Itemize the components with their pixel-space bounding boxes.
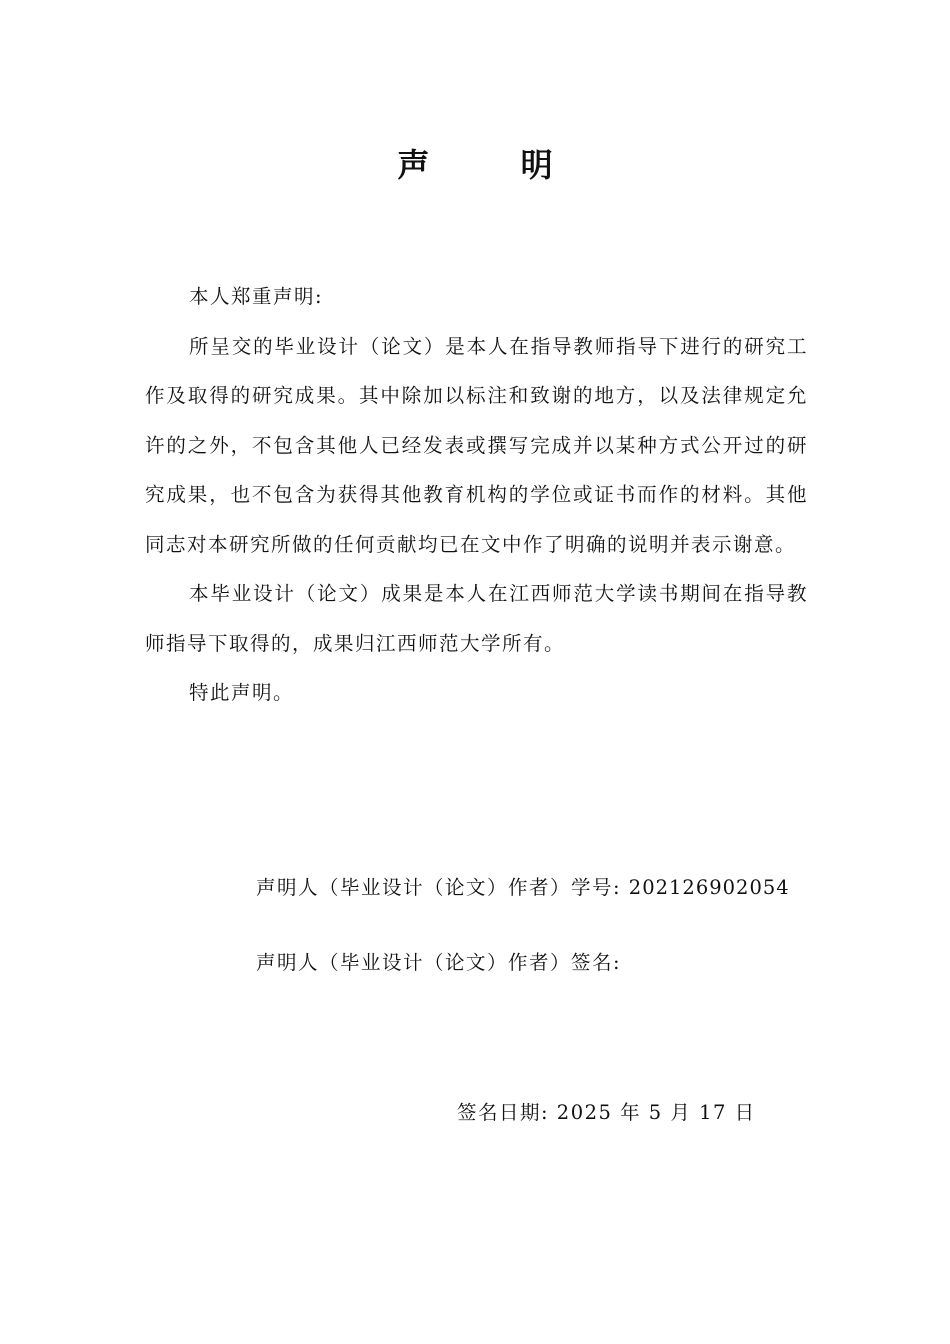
signature-line (256, 949, 621, 977)
student-id-value: 202126902054 (628, 876, 790, 899)
date-value: 2025 年 5 月 17 日 (556, 1101, 756, 1124)
declaration-opening: 本人郑重声明: (189, 285, 324, 308)
page-title: 声 明 (397, 146, 593, 184)
signature-label: 声明人（毕业设计（论文）作者）签名: (256, 951, 622, 974)
student-id-line (256, 874, 790, 902)
declaration-paragraph-ownership: 本毕业设计（论文）成果是本人在江西师范大学读书期间在指导教师指导下取得的，成果归江西师范大学所有。 (145, 582, 808, 655)
date-label: 签名日期: (457, 1101, 550, 1124)
declaration-paragraph-originality: 所呈交的毕业设计（论文）是本人在指导教师指导下进行的研究工作及取得的研究成果。其中除加以标注和致谢的地方，以及法律规定允许的之外，不包含其他人已经发表或撰写完成并以某种方式公开过的研究成果，也不包含为获得其他教育机构的学位或证书而作的材料。其他同志对本研究所做的任何贡献均已在文中作了明确的说明并表示谢意。 (145, 334, 808, 556)
declaration-body (145, 272, 808, 718)
student-id-label: 声明人（毕业设计（论文）作者）学号: (256, 876, 622, 899)
signature-date-line (457, 1099, 756, 1127)
declaration-closing: 特此声明。 (189, 681, 295, 704)
